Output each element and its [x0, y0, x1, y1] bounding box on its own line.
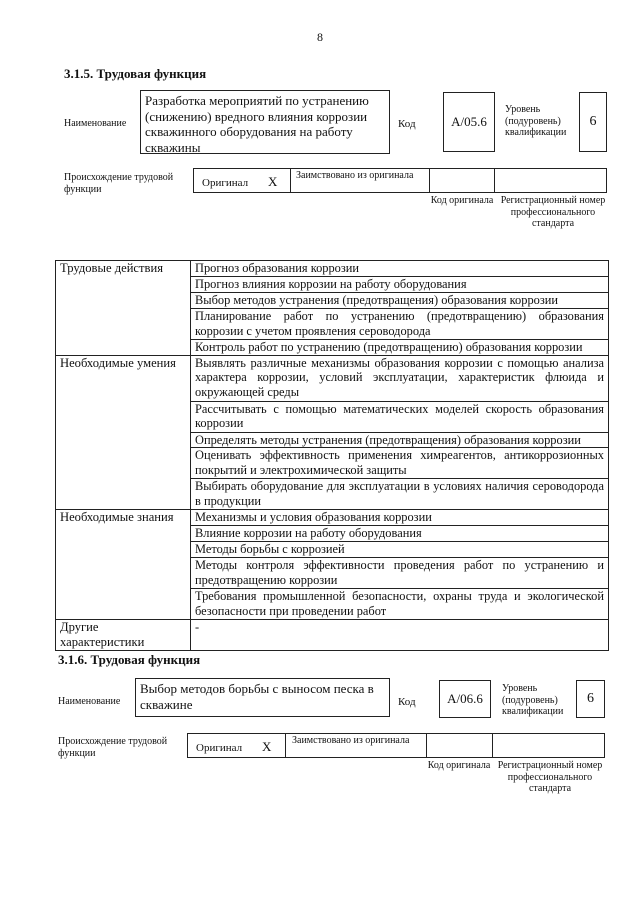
- table-row: [56, 510, 609, 526]
- divider: [426, 734, 427, 757]
- item-cell: Определять методы устранения (предотвращения) образования коррозии: [191, 432, 609, 448]
- item-cell: Влияние коррозии на работу оборудования: [191, 526, 609, 542]
- original-mark: X: [268, 174, 278, 189]
- level-label: Уровень (подуровень) квалификации: [502, 683, 564, 717]
- origin-row: [187, 733, 605, 758]
- code-label: Код: [398, 118, 416, 130]
- item-cell: Механизмы и условия образования коррозии: [191, 510, 609, 526]
- item-cell: Прогноз влияния коррозии на работу оборудования: [191, 276, 609, 292]
- divider: [290, 169, 291, 192]
- page-number: 8: [317, 30, 323, 44]
- category-cell: Необходимые умения: [56, 355, 191, 510]
- original-label: Оригинал: [196, 742, 243, 754]
- table-row: [56, 620, 609, 651]
- reg-number-label: Регистрационный номер профессионального стандарта: [500, 195, 606, 229]
- item-cell: Методы контроля эффективности проведения работ по устранению и предотвращению коррозии: [191, 558, 609, 589]
- section-title: 3.1.5. Трудовая функция: [64, 66, 207, 81]
- table-row: [56, 261, 609, 277]
- category-cell: Необходимые знания: [56, 510, 191, 620]
- name-label: Наименование: [58, 696, 121, 707]
- divider: [429, 169, 430, 192]
- category-cell: Другие характеристики: [56, 620, 191, 651]
- category-cell: Трудовые действия: [56, 261, 191, 356]
- borrowed-label: Заимствовано из оригинала: [296, 170, 414, 181]
- item-cell: Методы борьбы с коррозией: [191, 542, 609, 558]
- divider: [494, 169, 495, 192]
- function-name-box: Выбор методов борьбы с выносом песка в скважине: [135, 678, 390, 717]
- level-box: 6: [576, 680, 605, 718]
- divider: [492, 734, 493, 757]
- level-box: 6: [579, 92, 607, 152]
- origin-label: Происхождение трудовой функции: [64, 172, 174, 195]
- item-cell: Выявлять различные механизмы образования коррозии с помощью анализа характера коррозии, условий эксплуатации, характеристик флюида и окружающей среды: [191, 355, 609, 401]
- level-label: Уровень (подуровень) квалификации: [505, 104, 567, 138]
- item-cell: -: [191, 620, 609, 651]
- section-title: 3.1.6. Трудовая функция: [58, 652, 201, 667]
- original-mark: X: [262, 739, 272, 754]
- item-cell: Выбор методов устранения (предотвращения) образования коррозии: [191, 292, 609, 308]
- name-label: Наименование: [64, 118, 127, 129]
- code-box: А/06.6: [439, 680, 491, 718]
- code-original-label: Код оригинала: [427, 760, 491, 771]
- item-cell: Оценивать эффективность применения химреагентов, антикоррозионных покрытий и электрохимической защиты: [191, 448, 609, 479]
- function-name-box: Разработка мероприятий по устранению (снижению) вредного влияния коррозии скважинного оборудования на работу скважины: [140, 90, 390, 154]
- reg-number-label: Регистрационный номер профессионального стандарта: [497, 760, 603, 794]
- item-cell: Прогноз образования коррозии: [191, 261, 609, 277]
- item-cell: Выбирать оборудование для эксплуатации в условиях наличия сероводорода в продукции: [191, 479, 609, 510]
- item-cell: Планирование работ по устранению (предотвращению) образования коррозии с учетом проявления сероводорода: [191, 308, 609, 339]
- item-cell: Требования промышленной безопасности, охраны труда и экологической безопасности при проведении работ: [191, 589, 609, 620]
- code-label: Код: [398, 696, 416, 708]
- table-row: [56, 355, 609, 401]
- divider: [285, 734, 286, 757]
- labor-function-table: [55, 260, 609, 651]
- borrowed-label: Заимствовано из оригинала: [292, 735, 410, 746]
- code-box: А/05.6: [443, 92, 495, 152]
- code-original-label: Код оригинала: [430, 195, 494, 206]
- item-cell: Контроль работ по устранению (предотвращению) образования коррозии: [191, 339, 609, 355]
- origin-row: [193, 168, 607, 193]
- origin-label: Происхождение трудовой функции: [58, 736, 168, 759]
- item-cell: Рассчитывать с помощью математических моделей скорость образования коррозии: [191, 401, 609, 432]
- original-label: Оригинал: [202, 177, 249, 189]
